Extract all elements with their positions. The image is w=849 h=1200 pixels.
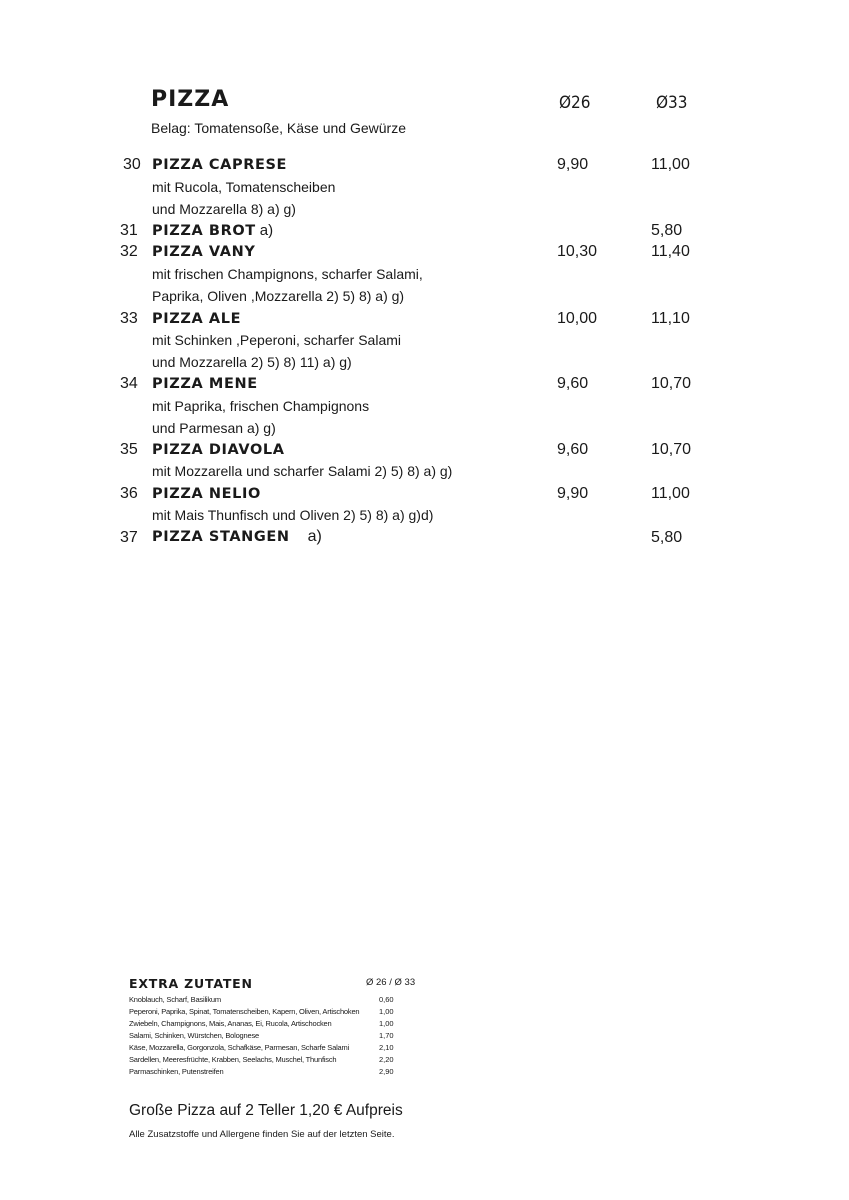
section-subtitle: Belag: Tomatensoße, Käse und Gewürze: [151, 120, 407, 136]
size-small-header: Ø26: [559, 93, 591, 113]
extras-row-price: 1,00: [379, 1019, 394, 1028]
price-small: 9,60: [557, 441, 589, 458]
item-number: 37: [120, 529, 138, 546]
extras-row-label: Salami, Schinken, Würstchen, Bolognese: [129, 1031, 259, 1040]
item-number: 34: [120, 375, 138, 392]
item-number: 33: [120, 310, 138, 327]
extras-row-label: Sardellen, Meeresfrüchte, Krabben, Seelachs, Muschel, Thunfisch: [129, 1055, 337, 1064]
size-large-header: Ø33: [656, 93, 688, 113]
extras-row-price: 2,90: [379, 1067, 394, 1076]
price-large: 11,10: [651, 310, 690, 327]
extras-row-label: Peperoni, Paprika, Spinat, Tomatenscheiben, Kapern, Oliven, Artischoken: [129, 1007, 360, 1016]
item-description-line: und Parmesan a) g): [152, 420, 276, 436]
item-allergens: a): [307, 528, 322, 545]
price-small: 10,30: [557, 243, 598, 260]
allergen-reference-note: Alle Zusatzstoffe und Allergene finden Sie auf der letzten Seite.: [129, 1129, 395, 1140]
item-name: PIZZA MENE: [152, 376, 258, 392]
item-number: 30: [123, 156, 141, 173]
price-large: 5,80: [651, 222, 683, 239]
price-small: 9,90: [557, 156, 589, 173]
item-number: 35: [120, 441, 138, 458]
item-name: PIZZA NELIO: [152, 486, 261, 502]
price-large: 5,80: [651, 529, 683, 546]
item-name-row: [152, 222, 273, 240]
item-description-line: und Mozzarella 2) 5) 8) 11) a) g): [152, 354, 352, 370]
item-name-row: [152, 528, 322, 546]
price-small: 9,60: [557, 375, 589, 392]
item-description-line: Paprika, Oliven ,Mozzarella 2) 5) 8) a) g): [152, 288, 405, 304]
item-description-line: mit Rucola, Tomatenscheiben: [152, 179, 336, 195]
item-description-line: und Mozzarella 8) a) g): [152, 201, 296, 217]
price-large: 10,70: [651, 375, 692, 392]
extras-row-label: Käse, Mozzarella, Gorgonzola, Schafkäse, Parmesan, Scharfe Salami: [129, 1043, 350, 1052]
item-name: PIZZA VANY: [152, 244, 256, 260]
item-number: 31: [120, 222, 138, 239]
extras-row-price: 2,20: [379, 1055, 394, 1064]
item-name: PIZZA CAPRESE: [152, 157, 288, 173]
extras-row-price: 0,60: [379, 995, 394, 1004]
extras-row-price: 1,70: [379, 1031, 394, 1040]
extras-row-label: Parmaschinken, Putenstreifen: [129, 1067, 224, 1076]
item-description-line: mit Schinken ,Peperoni, scharfer Salami: [152, 332, 401, 348]
item-name: PIZZA DIAVOLA: [152, 442, 285, 458]
item-description-line: mit Mozzarella und scharfer Salami 2) 5) 8) a) g): [152, 463, 453, 479]
extras-title: EXTRA ZUTATEN: [129, 976, 253, 991]
item-name: PIZZA ALE: [152, 311, 242, 327]
price-small: 10,00: [557, 310, 598, 327]
extras-row-label: Knoblauch, Scharf, Basilikum: [129, 995, 221, 1004]
extras-row-price: 1,00: [379, 1007, 394, 1016]
extras-row-label: Zwiebeln, Champignons, Mais, Ananas, Ei, Rucola, Artischocken: [129, 1019, 332, 1028]
item-description-line: mit frischen Champignons, scharfer Salami,: [152, 266, 423, 282]
price-large: 10,70: [651, 441, 692, 458]
item-description-line: mit Mais Thunfisch und Oliven 2) 5) 8) a) g)d): [152, 507, 434, 523]
item-number: 36: [120, 485, 138, 502]
price-large: 11,00: [651, 485, 690, 502]
large-pizza-note: Große Pizza auf 2 Teller 1,20 € Aufpreis: [129, 1102, 403, 1119]
item-description-line: mit Paprika, frischen Champignons: [152, 398, 370, 414]
price-large: 11,00: [651, 156, 690, 173]
price-large: 11,40: [651, 243, 690, 260]
item-name: PIZZA STANGEN: [152, 529, 290, 545]
price-small: 9,90: [557, 485, 589, 502]
section-title: PIZZA: [151, 87, 230, 112]
extras-size-header: Ø 26 / Ø 33: [366, 977, 416, 988]
item-name: PIZZA BROT: [152, 223, 256, 239]
item-allergens: a): [259, 222, 274, 239]
item-number: 32: [120, 243, 138, 260]
extras-row-price: 2,10: [379, 1043, 394, 1052]
